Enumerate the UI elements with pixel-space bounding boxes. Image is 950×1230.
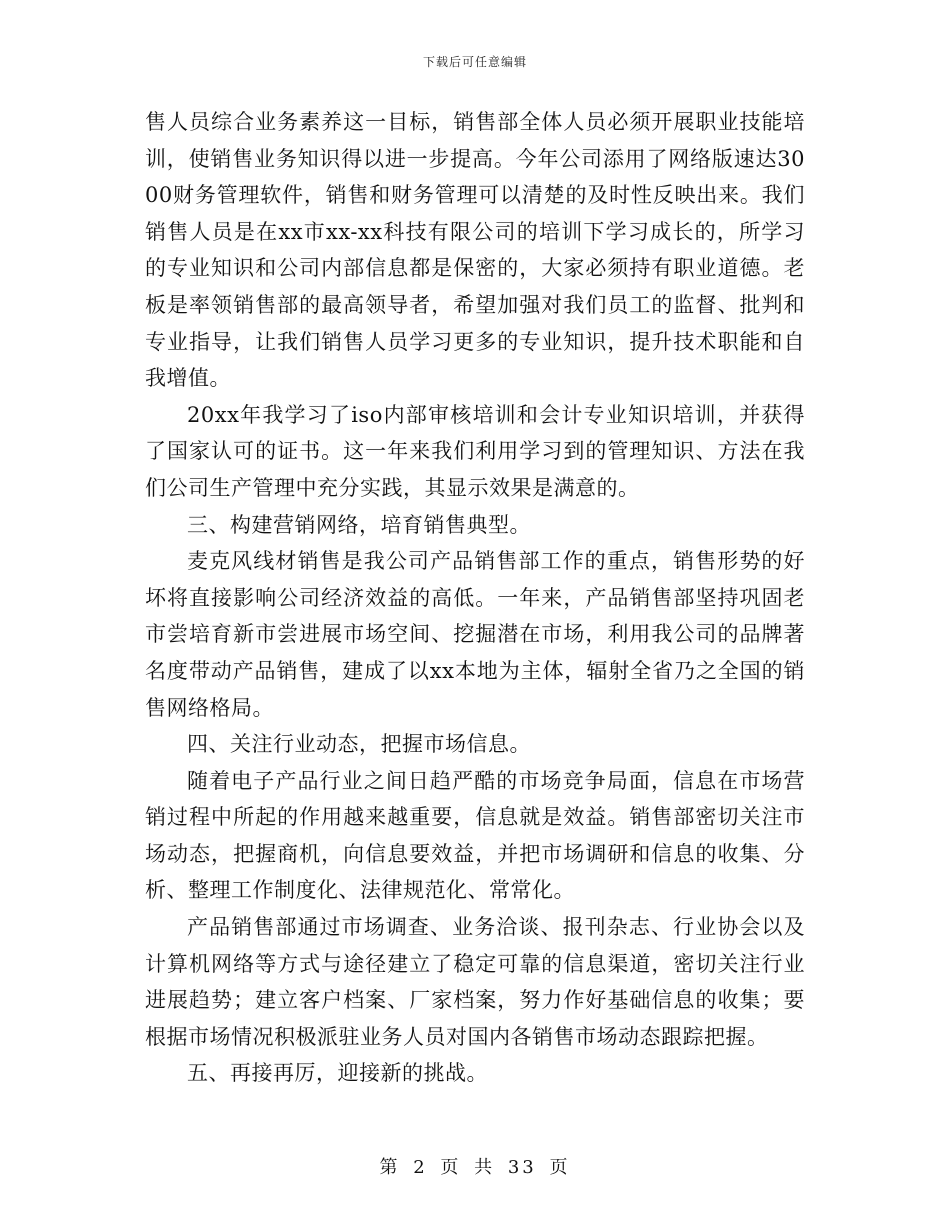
section-heading: 三、构建营销网络，培育销售典型。 xyxy=(187,512,531,537)
paragraph-continued: 售人员综合业务素养这一目标，销售部全体人员必须开展职业技能培训，使销售业务知识得以进一步提高。今年公司添用了网络版速达3000财务管理软件，销售和财务管理可以清楚的及时性反映出来。我们销售人员是在xx市xx-xx科技有限公司的培训下学习成长的，所学习的专业知识和公司内部信息都是保密的，大家必须持有职业道德。老板是率领销售部的最高领导者，希望加强对我们员工的监督、批判和专业指导，让我们销售人员学习更多的专业知识，提升技术职能和自我增值。 xyxy=(145,110,805,391)
page-header: 下载后可任意编辑 xyxy=(422,55,527,69)
paragraph: 随着电子产品行业之间日趋严酷的市场竞争局面，信息在市场营销过程中所起的作用越来越重要，信息就是效益。销售部密切关注市场动态，把握商机，向信息要效益，并把市场调研和信息的收集、分析、整理工作制度化、法律规范化、常常化。 xyxy=(145,768,805,903)
paragraph: 20xx年我学习了iso内部审核培训和会计专业知识培训，并获得了国家认可的证书。这一年来我们利用学习到的管理知识、方法在我们公司生产管理中充分实践，其显示效果是满意的。 xyxy=(145,402,805,500)
section-heading: 五、再接再厉，迎接新的挑战。 xyxy=(187,1061,488,1086)
paragraph: 麦克风线材销售是我公司产品销售部工作的重点，销售形势的好坏将直接影响公司经济效益的高低。一年来，产品销售部坚持巩固老市尝培育新市尝进展市场空间、挖掘潜在市场，利用我公司的品牌著名度带动产品销售，建成了以xx本地为主体，辐射全省乃之全国的销售网络格局。 xyxy=(145,549,805,720)
page-number-footer: 第 2 页 共 33 页 xyxy=(379,1157,571,1178)
document-body xyxy=(145,104,805,1092)
paragraph: 产品销售部通过市场调查、业务洽谈、报刊杂志、行业协会以及计算机网络等方式与途径建立了稳定可靠的信息渠道，密切关注行业进展趋势；建立客户档案、厂家档案，努力作好基础信息的收集；要根据市场情况积极派驻业务人员对国内各销售市场动态跟踪把握。 xyxy=(145,915,805,1049)
section-heading: 四、关注行业动态，把握市场信息。 xyxy=(187,732,531,757)
